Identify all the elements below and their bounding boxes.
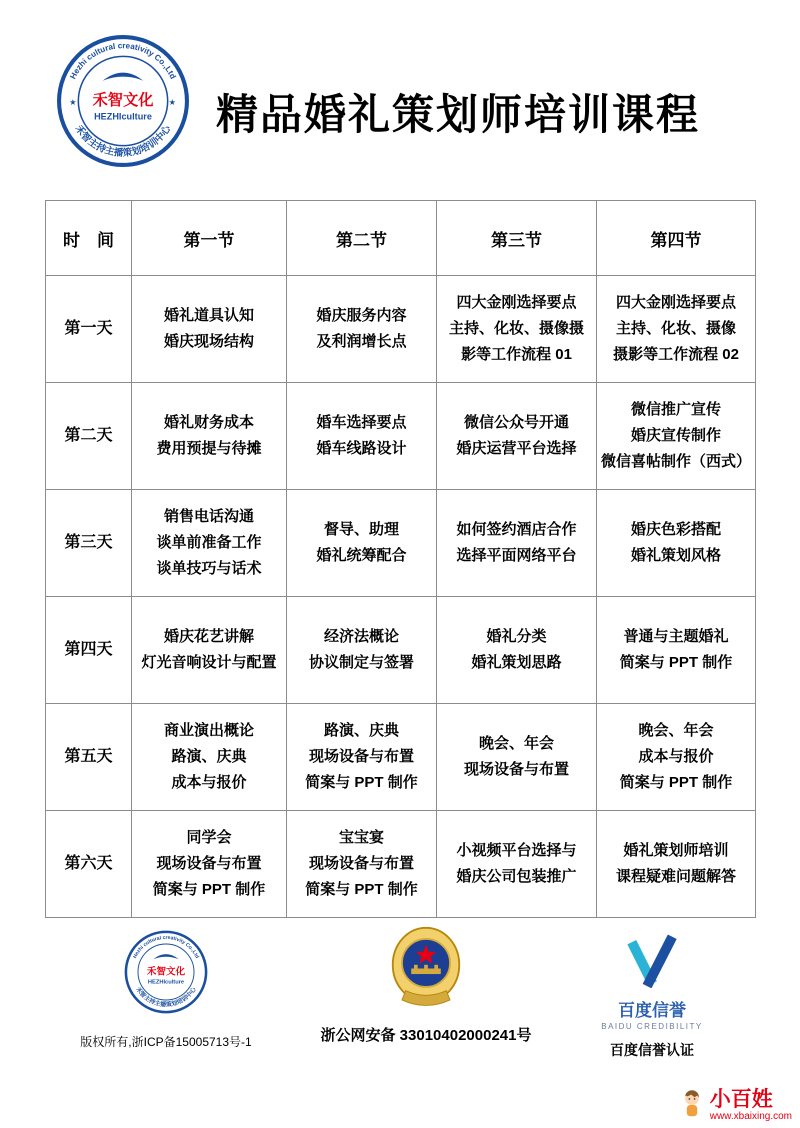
day-label: 第一天 xyxy=(46,276,132,383)
course-cell xyxy=(597,704,756,811)
course-line: 现场设备与布置 xyxy=(463,761,569,778)
course-line: 成本与报价 xyxy=(638,747,714,765)
course-cell xyxy=(287,276,437,383)
course-line: 谈单前准备工作 xyxy=(156,533,262,551)
course-line: 路演、庆典 xyxy=(171,747,247,765)
course-line: 普通与主题婚礼 xyxy=(623,627,729,645)
course-line: 影等工作流程 01 xyxy=(461,346,572,364)
star-icon: ★ xyxy=(168,98,176,108)
course-line: 督导、助理 xyxy=(323,520,399,538)
course-schedule-table xyxy=(45,200,756,918)
watermark-site-name: 小百姓 xyxy=(709,1087,773,1111)
schedule-body xyxy=(46,276,756,918)
course-line: 四大金刚选择要点 xyxy=(456,293,577,311)
course-cell xyxy=(287,490,437,597)
table-header-row xyxy=(46,201,756,276)
course-line: 主持、化妆、摄像摄 xyxy=(448,319,584,337)
course-cell xyxy=(287,597,437,704)
table-row xyxy=(46,704,756,811)
course-line: 谈单技巧与话术 xyxy=(156,560,262,578)
course-line: 课程疑难问题解答 xyxy=(615,868,736,885)
course-line: 四大金刚选择要点 xyxy=(615,293,736,311)
course-cell xyxy=(597,383,756,490)
course-line: 婚庆色彩搭配 xyxy=(630,520,721,538)
course-line: 晚会、年会 xyxy=(478,734,554,752)
table-row xyxy=(46,597,756,704)
logo-name-cn: 禾智文化 xyxy=(146,966,186,978)
star-icon: ★ xyxy=(69,98,77,108)
course-line: 商业演出概论 xyxy=(163,721,254,739)
course-line: 协议制定与签署 xyxy=(308,654,414,671)
course-line: 路演、庆典 xyxy=(323,721,399,739)
course-cell xyxy=(597,811,756,918)
footer-baidu-block xyxy=(572,934,732,1060)
baidu-cert-text: 百度信誉认证 xyxy=(610,1042,694,1058)
table-row xyxy=(46,811,756,918)
course-line: 同学会 xyxy=(186,828,232,846)
course-line: 微信公众号开通 xyxy=(463,413,569,431)
course-line: 婚礼策划思路 xyxy=(471,654,562,671)
course-cell xyxy=(597,597,756,704)
col-header-session2: 第二节 xyxy=(287,201,437,276)
site-watermark xyxy=(679,1088,792,1122)
course-line: 销售电话沟通 xyxy=(163,507,254,525)
hezhi-logo-icon xyxy=(124,930,208,1014)
hezhi-logo-icon xyxy=(56,34,190,168)
course-line: 婚庆公司包装推广 xyxy=(456,868,577,885)
course-line: 灯光音响设计与配置 xyxy=(141,654,277,671)
course-cell xyxy=(132,276,287,383)
course-line: 简案与 PPT 制作 xyxy=(619,654,733,671)
course-line: 宝宝宴 xyxy=(338,828,384,846)
course-line: 经济法概论 xyxy=(323,627,399,645)
course-line: 现场设备与布置 xyxy=(308,747,414,765)
course-cell xyxy=(132,597,287,704)
course-line: 婚礼财务成本 xyxy=(163,413,254,431)
course-line: 微信推广宣传 xyxy=(630,400,721,418)
day-label: 第三天 xyxy=(46,490,132,597)
course-cell xyxy=(437,276,597,383)
logo-name-en: HEZHIculture xyxy=(147,979,185,986)
col-header-session4: 第四节 xyxy=(597,201,756,276)
course-cell xyxy=(132,383,287,490)
course-cell xyxy=(287,704,437,811)
day-label: 第五天 xyxy=(46,704,132,811)
course-cell xyxy=(132,811,287,918)
baidu-credibility-en: BAIDU CREDIBILITY xyxy=(601,1022,703,1031)
footer-copyright-block xyxy=(76,930,256,1050)
course-line: 成本与报价 xyxy=(171,774,247,792)
col-header-session3: 第三节 xyxy=(437,201,597,276)
course-line: 婚车线路设计 xyxy=(316,440,407,457)
course-line: 婚庆现场结构 xyxy=(163,333,254,350)
day-label: 第二天 xyxy=(46,383,132,490)
course-line: 现场设备与布置 xyxy=(308,854,414,872)
course-line: 如何签约酒店合作 xyxy=(456,520,577,538)
police-record-text: 浙公网安备 33010402000241号 xyxy=(320,1027,532,1044)
watermark-site-url: www.xbaixing.com xyxy=(709,1111,792,1122)
course-line: 主持、化妆、摄像 xyxy=(615,319,736,337)
course-line: 婚礼分类 xyxy=(486,627,547,645)
course-line: 简案与 PPT 制作 xyxy=(619,774,733,792)
course-line: 婚礼统筹配合 xyxy=(316,547,407,564)
logo-name-en: HEZHIculture xyxy=(94,111,152,122)
mascot-icon xyxy=(679,1089,705,1121)
course-line: 婚礼策划风格 xyxy=(630,547,721,564)
logo-name-cn: 禾智文化 xyxy=(92,92,154,110)
icp-record-text: 版权所有,浙ICP备15005713号-1 xyxy=(80,1035,252,1049)
course-line: 简案与 PPT 制作 xyxy=(152,881,266,899)
course-line: 婚庆服务内容 xyxy=(316,306,407,324)
day-label: 第四天 xyxy=(46,597,132,704)
table-row xyxy=(46,490,756,597)
course-line: 晚会、年会 xyxy=(638,721,714,739)
course-line: 小视频平台选择与 xyxy=(456,841,577,859)
course-cell xyxy=(437,704,597,811)
hezhi-logo xyxy=(56,34,190,168)
course-cell xyxy=(597,276,756,383)
logo-arc-bottom-text: 禾智主持主播策划培训中心 xyxy=(134,986,198,1009)
course-line: 费用预提与待摊 xyxy=(156,440,262,457)
day-label: 第六天 xyxy=(46,811,132,918)
course-line: 简案与 PPT 制作 xyxy=(305,881,418,899)
logo-arc-top-text: Hezhi cultural creativity Co.,Ltd xyxy=(68,41,178,81)
course-cell xyxy=(437,383,597,490)
course-line: 微信喜帖制作（西式） xyxy=(601,453,752,471)
police-badge-icon xyxy=(389,926,463,1011)
course-cell xyxy=(132,704,287,811)
course-cell xyxy=(287,811,437,918)
course-cell xyxy=(437,811,597,918)
course-line: 婚礼道具认知 xyxy=(163,306,254,324)
course-cell xyxy=(437,597,597,704)
baidu-credibility-cn: 百度信誉 xyxy=(618,1001,686,1020)
table-row xyxy=(46,383,756,490)
course-line: 选择平面网络平台 xyxy=(456,547,577,564)
logo-arc-bottom-text: 禾智主持主播策划培训中心 xyxy=(72,123,174,160)
course-cell xyxy=(287,383,437,490)
page-title: 精品婚礼策划师培训课程 xyxy=(215,91,700,138)
course-line: 婚庆花艺讲解 xyxy=(163,627,254,645)
course-line: 婚庆宣传制作 xyxy=(630,426,721,444)
table-row xyxy=(46,276,756,383)
course-line: 现场设备与布置 xyxy=(156,854,262,872)
course-line: 及利润增长点 xyxy=(316,333,407,350)
course-line: 简案与 PPT 制作 xyxy=(305,774,418,792)
course-cell xyxy=(132,490,287,597)
watermark-text xyxy=(710,1088,792,1122)
col-header-session1: 第一节 xyxy=(132,201,287,276)
col-header-time: 时 间 xyxy=(46,201,132,276)
logo-arc-top-text: Hezhi cultural creativity Co.,Ltd xyxy=(132,934,200,960)
course-cell xyxy=(597,490,756,597)
course-line: 婚车选择要点 xyxy=(316,413,407,431)
footer-police-block xyxy=(308,926,544,1045)
course-line: 婚庆运营平台选择 xyxy=(456,440,577,457)
course-line: 摄影等工作流程 02 xyxy=(613,346,739,364)
course-cell xyxy=(437,490,597,597)
baidu-credibility-icon xyxy=(625,934,679,988)
course-line: 婚礼策划师培训 xyxy=(623,841,729,859)
